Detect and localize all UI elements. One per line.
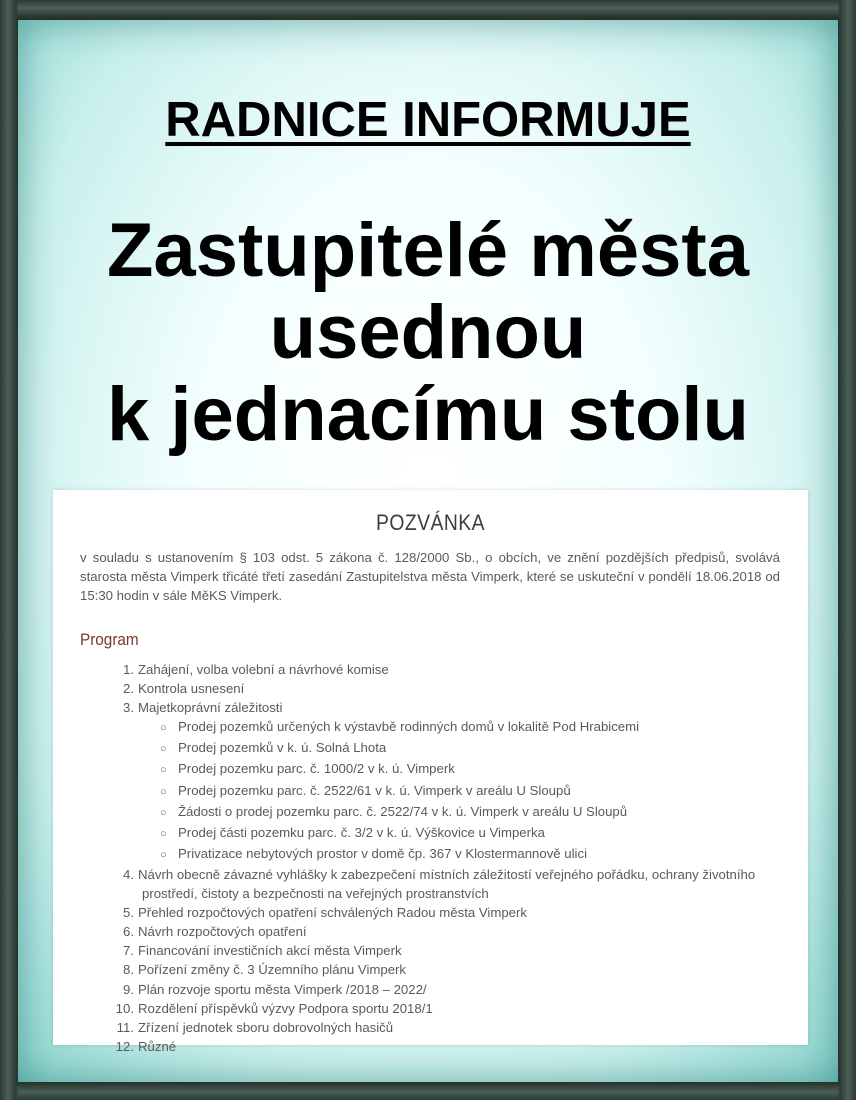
bullet-icon: ○ xyxy=(160,722,167,735)
sub-list-item: ○ Žádosti o prodej pozemku parc. č. 2522/74 v k. ú. Vimperk v areálu U Sloupů xyxy=(80,802,800,823)
invitation-intro: v souladu s ustanovením § 103 odst. 5 zákona č. 128/2000 Sb., o obcích, ve znění pozdějších předpisů, svolává starosta města Vimperk třicáté třetí zasedání Zastupitelstva města Vimperk, které se uskuteční v pondělí 18.06.2018 od 15:30 hodin v sále MěKS Vimperk. xyxy=(80,550,780,603)
list-item: 3. Majetkoprávní záležitosti xyxy=(123,700,283,716)
invitation-heading: POZVÁNKA xyxy=(376,510,485,535)
sub-list-item: ○ Prodej pozemků určených k výstavbě rodinných domů v lokalitě Pod Hrabicemi xyxy=(80,717,800,738)
bullet-icon: ○ xyxy=(160,764,167,777)
list-item: 7. Financování investičních akcí města Vimperk xyxy=(123,943,402,959)
kicker-headline: RADNICE INFORMUJE xyxy=(165,93,691,147)
bullet-icon: ○ xyxy=(160,827,167,840)
main-title xyxy=(0,210,856,456)
invitation-card xyxy=(53,490,808,1054)
list-item: 8. Pořízení změny č. 3 Územního plánu Vimperk xyxy=(123,962,407,978)
sub-list-item: ○ Prodej pozemku parc. č. 2522/61 v k. ú. Vimperk v areálu U Sloupů xyxy=(80,781,800,802)
sub-list-item: ○ Prodej pozemků v k. ú. Solná Lhota xyxy=(80,738,800,759)
title-line-2: usednou xyxy=(269,290,587,375)
program-heading: Program xyxy=(80,630,139,649)
list-item-continuation: prostředí, čistoty a bezpečnosti na veřejných prostranstvích xyxy=(142,886,489,902)
bullet-icon: ○ xyxy=(160,785,167,798)
title-line-3: k jednacímu stolu xyxy=(107,372,749,457)
bullet-icon: ○ xyxy=(160,848,167,861)
list-item: 6. Návrh rozpočtových opatření xyxy=(123,924,307,940)
list-item: 9. Plán rozvoje sportu města Vimperk /2018 – 2022/ xyxy=(123,981,427,997)
list-item: 1. Zahájení, volba volební a návrhové komise xyxy=(123,662,389,677)
list-item: 5. Přehled rozpočtových opatření schválených Radou města Vimperk xyxy=(123,905,527,921)
bullet-icon: ○ xyxy=(160,743,167,756)
sub-list-item: ○ Privatizace nebytových prostor v domě čp. 367 v Klostermannově ulici xyxy=(80,844,800,865)
list-item: 10. Rozdělení příspěvků výzvy Podpora sportu 2018/1 xyxy=(115,1000,433,1016)
sub-list-item: ○ Prodej pozemku parc. č. 1000/2 v k. ú. Vimperk xyxy=(80,759,800,780)
list-item: 2. Kontrola usnesení xyxy=(123,681,245,697)
sub-list-item: ○ Prodej části pozemku parc. č. 3/2 v k. ú. Výškovice u Vimperka xyxy=(80,823,800,844)
bullet-icon: ○ xyxy=(160,806,167,819)
list-item: 11. Zřízení jednotek sboru dobrovolných hasičů xyxy=(116,1019,394,1035)
list-item: 12. Různé xyxy=(115,1038,177,1054)
program-list xyxy=(80,660,800,1056)
list-item: 4. Návrh obecně závazné vyhlášky k zabezpečení místních záležitostí veřejného pořádku, ochrany životního xyxy=(123,866,756,882)
title-line-1: Zastupitelé města xyxy=(107,208,749,293)
